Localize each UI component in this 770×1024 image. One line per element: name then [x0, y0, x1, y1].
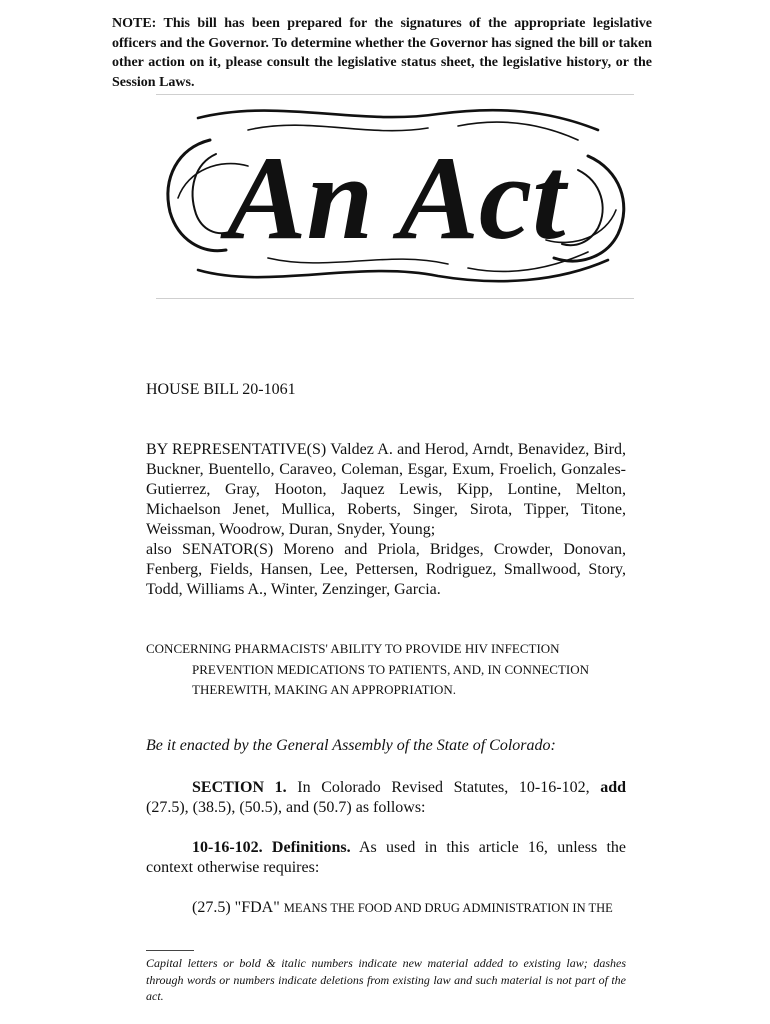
section-1-text-after: (27.5), (38.5), (50.5), and (50.7) as follows: — [146, 799, 426, 816]
section-1-text-before: In Colorado Revised Statutes, 10-16-102, — [297, 779, 590, 796]
footnote-rule — [146, 950, 194, 951]
banner-top-rule — [156, 94, 634, 95]
fda-number: (27.5) — [192, 899, 231, 916]
enacting-clause: Be it enacted by the General Assembly of the State of Colorado: — [146, 737, 556, 754]
fda-text: MEANS THE FOOD AND DRUG ADMINISTRATION IN THE — [283, 901, 613, 915]
an-act-title: An Act — [226, 131, 566, 264]
an-act-ornament — [158, 100, 634, 294]
banner-bottom-rule — [156, 298, 634, 299]
concerning-clause — [146, 639, 626, 701]
bill-number: HOUSE BILL 20-1061 — [146, 381, 296, 398]
footnote: Capital letters or bold & italic numbers indicate new material added to existing law; dashes through words or numbers indicate deletions from existing law and such material is not part of the act. — [146, 956, 626, 1003]
section-1-heading: SECTION 1. — [192, 779, 287, 796]
fda-term: "FDA" — [234, 899, 280, 916]
concerning-line-3: THEREWITH, MAKING AN APPROPRIATION. — [192, 682, 456, 697]
signature-note: NOTE: This bill has been prepared for the signatures of the appropriate legislative officers and the Governor. To determine whether the Governor has signed the bill or taken other action on it, please consult the legislative status sheet, the legislative history, or the Session Laws. — [112, 16, 652, 90]
definitions-section — [146, 838, 626, 878]
definitions-text: As used in this article 16, unless the context otherwise requires: — [146, 839, 627, 876]
senate-sponsors: also SENATOR(S) Moreno and Priola, Bridges, Crowder, Donovan, Fenberg, Fields, Hansen, Lee, Pettersen, Rodriguez, Smallwood, Story, Todd, Williams A., Winter, Zenzinger, Garcia. — [146, 541, 626, 598]
sponsors-block — [146, 440, 626, 600]
an-act-banner — [158, 100, 634, 294]
section-1-add-word: add — [600, 779, 627, 796]
definitions-heading: 10-16-102. Definitions. — [192, 839, 351, 856]
fda-definition — [192, 898, 626, 918]
concerning-line-1: CONCERNING PHARMACISTS' ABILITY TO PROVIDE HIV INFECTION — [146, 641, 560, 656]
section-1 — [146, 778, 626, 818]
house-sponsors: BY REPRESENTATIVE(S) Valdez A. and Herod, Arndt, Benavidez, Bird, Buckner, Buentello, Caraveo, Coleman, Esgar, Exum, Froelich, Gonzales-Gutierrez, Gray, Hooton, Jaquez Lewis, Kipp, Lontine, Melton, Michaelson Jenet, Mullica, Roberts, Singer, Sirota, Tipper, Titone, Weissman, Woodrow, Duran, Snyder, Young; — [146, 441, 626, 538]
concerning-line-2: PREVENTION MEDICATIONS TO PATIENTS, AND, IN CONNECTION — [192, 661, 589, 677]
